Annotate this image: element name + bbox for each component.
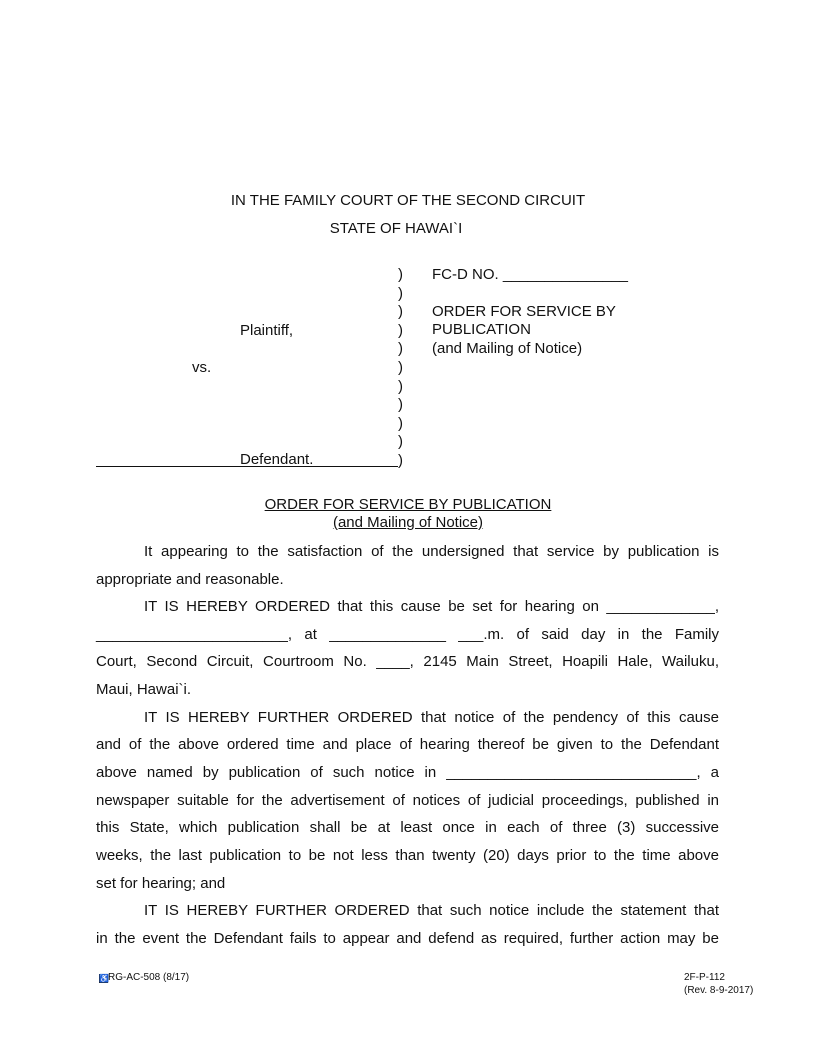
body-line: in the event the Defendant fails to appear and defend as required, further action may be xyxy=(96,930,719,947)
order-title: ORDER FOR SERVICE BY PUBLICATION xyxy=(264,496,552,513)
body-line: and of the above ordered time and place of hearing thereof be given to the Defendant xyxy=(96,736,719,753)
caption-paren: ) xyxy=(398,359,403,376)
body-line: _______________________, at ______________ ___.m. of said day in the Family xyxy=(96,626,719,643)
state-name: STATE OF HAWAI`I xyxy=(329,220,463,237)
body-line: newspaper suitable for the advertisement of notices of judicial proceedings, published in xyxy=(96,792,719,809)
body-line: IT IS HEREBY FURTHER ORDERED that notice of the pendency of this cause xyxy=(144,709,719,726)
form-id xyxy=(99,972,189,984)
doc-title-line2: PUBLICATION xyxy=(432,321,531,338)
form-id-text: RG-AC-508 (8/17) xyxy=(108,972,190,983)
caption-paren: ) xyxy=(398,396,403,414)
caption-paren: ) xyxy=(398,414,403,432)
order-subtitle-wrap xyxy=(0,514,816,531)
case-number: FC-D NO. _______________ xyxy=(432,266,628,283)
body-line: appropriate and reasonable. xyxy=(96,571,284,588)
caption-paren: ) xyxy=(398,340,403,358)
caption-paren: ) xyxy=(398,303,403,321)
caption-paren: ) xyxy=(398,321,403,339)
form-revision: (Rev. 8-9-2017) xyxy=(684,985,754,996)
body-line: weeks, the last publication to be not less than twenty (20) days prior to the time above xyxy=(96,847,719,864)
body-line: IT IS HEREBY ORDERED that this cause be set for hearing on _____________, xyxy=(144,598,719,615)
body-line: It appearing to the satisfaction of the undersigned that service by publication is xyxy=(144,543,719,560)
caption-paren: ) xyxy=(398,266,403,283)
form-number: 2F-P-112 xyxy=(684,972,725,983)
order-subtitle: (and Mailing of Notice) xyxy=(332,514,484,531)
caption-paren: ) xyxy=(398,377,403,395)
vs-label: vs. xyxy=(192,359,212,376)
body-line: Court, Second Circuit, Courtroom No. ____, 2145 Main Street, Hoapili Hale, Wailuku, xyxy=(96,653,719,670)
caption-paren: ) xyxy=(398,284,403,302)
defendant-label: Defendant. xyxy=(240,451,314,468)
body-line: above named by publication of such notice in ______________________________, a xyxy=(96,764,719,781)
caption-paren: ) xyxy=(398,433,403,451)
accessibility-icon: ♿ xyxy=(99,974,109,983)
order-title-wrap xyxy=(0,496,816,513)
body-line: IT IS HEREBY FURTHER ORDERED that such notice include the statement that xyxy=(144,902,719,919)
plaintiff-label: Plaintiff, xyxy=(240,322,294,339)
body-line: this State, which publication shall be at least once in each of three (3) successive xyxy=(96,819,719,836)
caption-paren: ) xyxy=(398,452,403,469)
doc-title-line1: ORDER FOR SERVICE BY xyxy=(432,303,616,320)
body-line: Maui, Hawai`i. xyxy=(96,681,192,698)
body-line: set for hearing; and xyxy=(96,875,226,892)
doc-subtitle: (and Mailing of Notice) xyxy=(432,340,583,357)
court-name: IN THE FAMILY COURT OF THE SECOND CIRCUIT xyxy=(230,192,586,209)
